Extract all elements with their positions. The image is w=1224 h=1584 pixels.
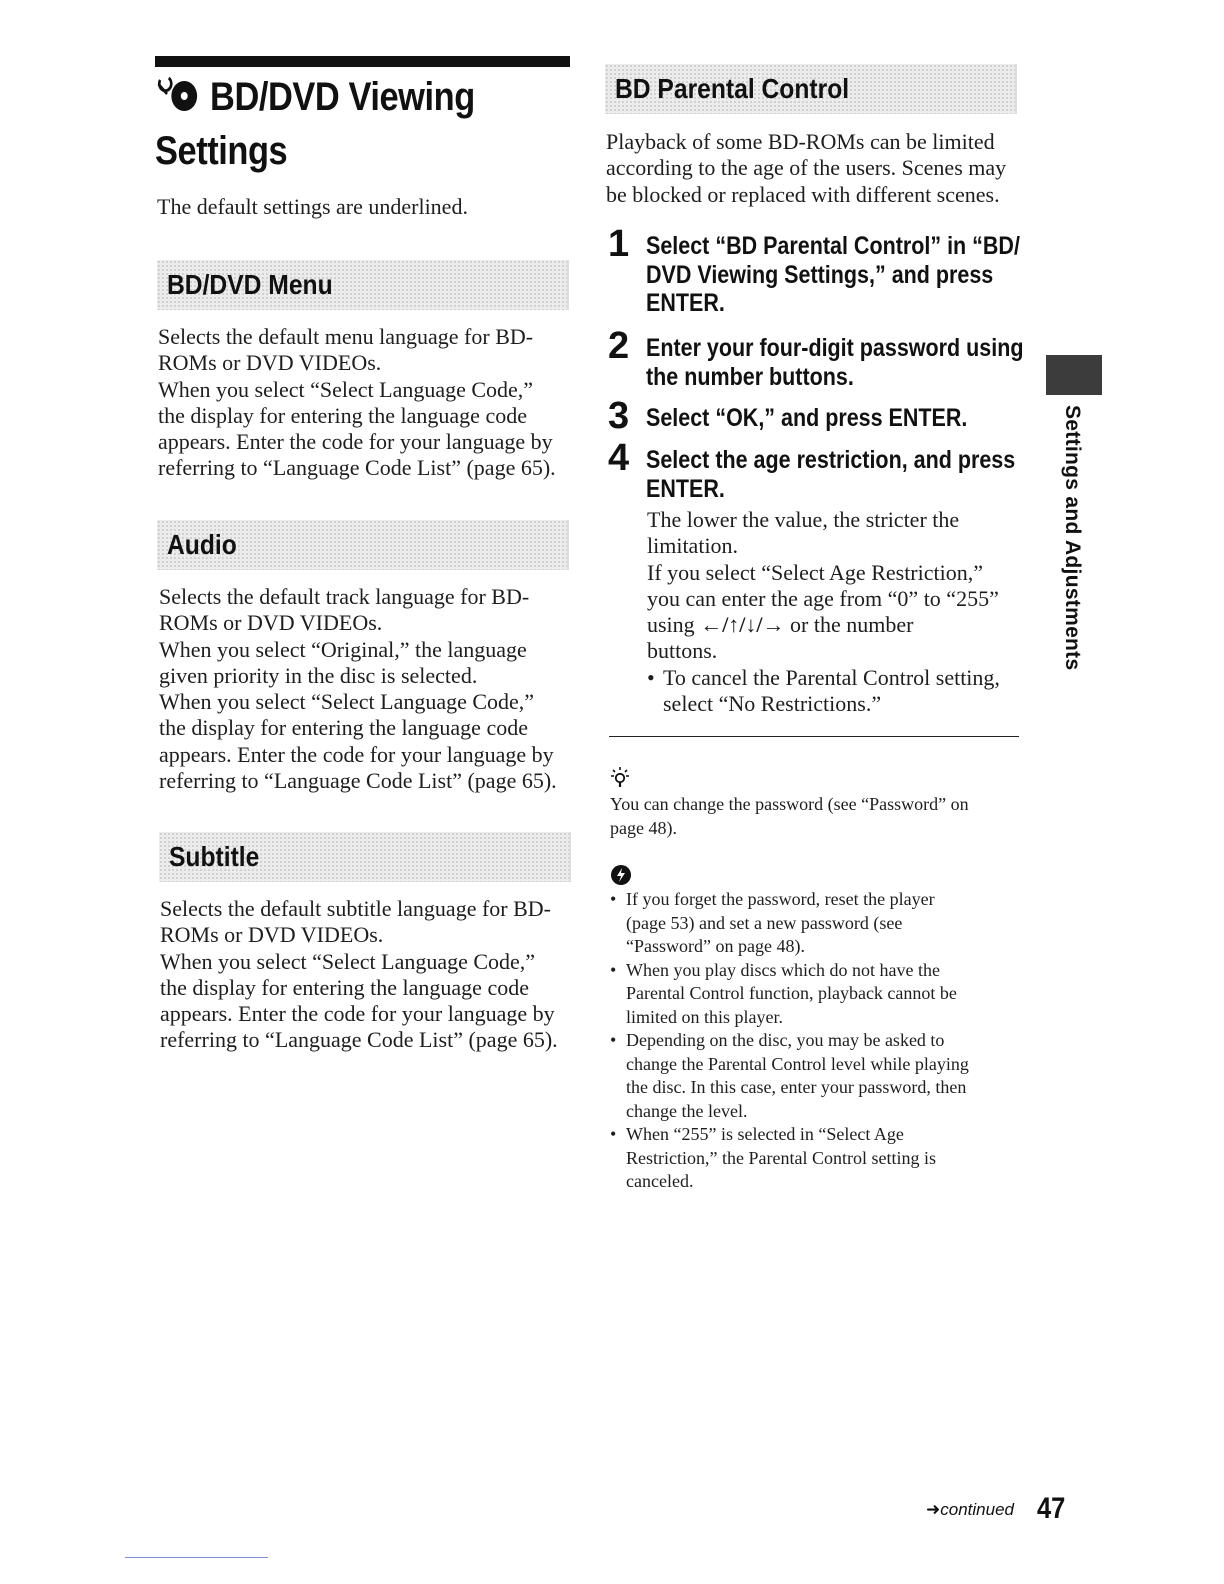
arrow-right-icon: ➜ [926,1500,941,1519]
step-text: Select “OK,” and press ENTER. [646,404,968,432]
list-item: • When you play discs which do not have the Parental Control function, playback cannot be limited on this player. [610,959,1030,1030]
page-title: BD/DVD Viewing Settings [155,75,475,173]
step-text: Select the age restriction, and press ENTER. [646,446,1016,503]
step-number: 4 [608,437,630,479]
section-body-audio: Selects the default track language for BD- ROMs or DVD VIDEOs. When you select “Original,” the language given priority in the disc is selected. When you select “Select Language Code,” the display for entering the language code appears. Enter the code for your language by referring to “Language Code List” (page 65). [159,584,557,794]
page-number: 47 [1037,1492,1066,1525]
note-caution-icon [610,864,632,891]
side-tab-marker [1046,355,1102,395]
scan-artifact-line [125,1557,268,1558]
intro-text: The default settings are underlined. [157,194,468,219]
list-item: • When “255” is selected in “Select Age Restriction,” the Parental Control setting is canceled. [610,1123,1030,1194]
list-item: • To cancel the Parental Control setting, select “No Restrictions.” [647,665,1027,718]
hint-text: You can change the password (see “Password” on page 48). [610,794,969,838]
step-text: Enter your four-digit password using the number buttons. [646,334,1024,391]
settings-disc-icon [155,74,203,126]
list-item: • If you forget the password, reset the player (page 53) and set a new password (see “Password” on page 48). [610,888,1030,959]
section-body-bd-dvd-menu: Selects the default menu language for BD- ROMs or DVD VIDEOs. When you select “Select Language Code,” the display for entering the language code appears. Enter the code for your language by referring to “Language Code List” (page 65). [158,324,556,481]
step-number: 2 [608,325,630,367]
notes-list [610,888,1030,1194]
divider [609,736,1019,737]
side-tab-label: Settings and Adjustments [1061,405,1084,671]
list-item: • Depending on the disc, you may be asked to change the Parental Control level while playing the disc. In this case, enter your password, then change the level. [610,1029,1030,1123]
section-body-subtitle: Selects the default subtitle language for BD- ROMs or DVD VIDEOs. When you select “Select Language Code,” the display for entering the language code appears. Enter the code for your language by referring to “Language Code List” (page 65). [160,896,558,1053]
step-text: Select “BD Parental Control” in “BD/ DVD Viewing Settings,” and press ENTER. [646,232,1020,317]
arrow-buttons-icon: ←/↑/↓/→ [700,612,785,638]
title-rule [155,56,570,67]
step-number: 3 [608,395,630,437]
section-heading-bd-dvd-menu: BD/DVD Menu [157,260,569,310]
section-heading-audio: Audio [157,520,569,570]
section-heading-subtitle: Subtitle [159,832,571,882]
section-heading-bd-parental-control: BD Parental Control [605,64,1017,114]
continued-label: ➜continued [926,1500,1014,1519]
parental-intro: Playback of some BD-ROMs can be limited according to the age of the users. Scenes may be blocked or replaced with different scenes. [606,129,1007,207]
step-4-detail: The lower the value, the stricter the limitation. If you select “Select Age Restriction,” you can enter the age from “0” to “255” using ←/↑/↓/→ or the number buttons. • To cancel the Parental Control setting, select “No Restrictions.” [647,507,1027,717]
hint-lightbulb-icon [610,765,630,794]
step-number: 1 [608,223,630,265]
